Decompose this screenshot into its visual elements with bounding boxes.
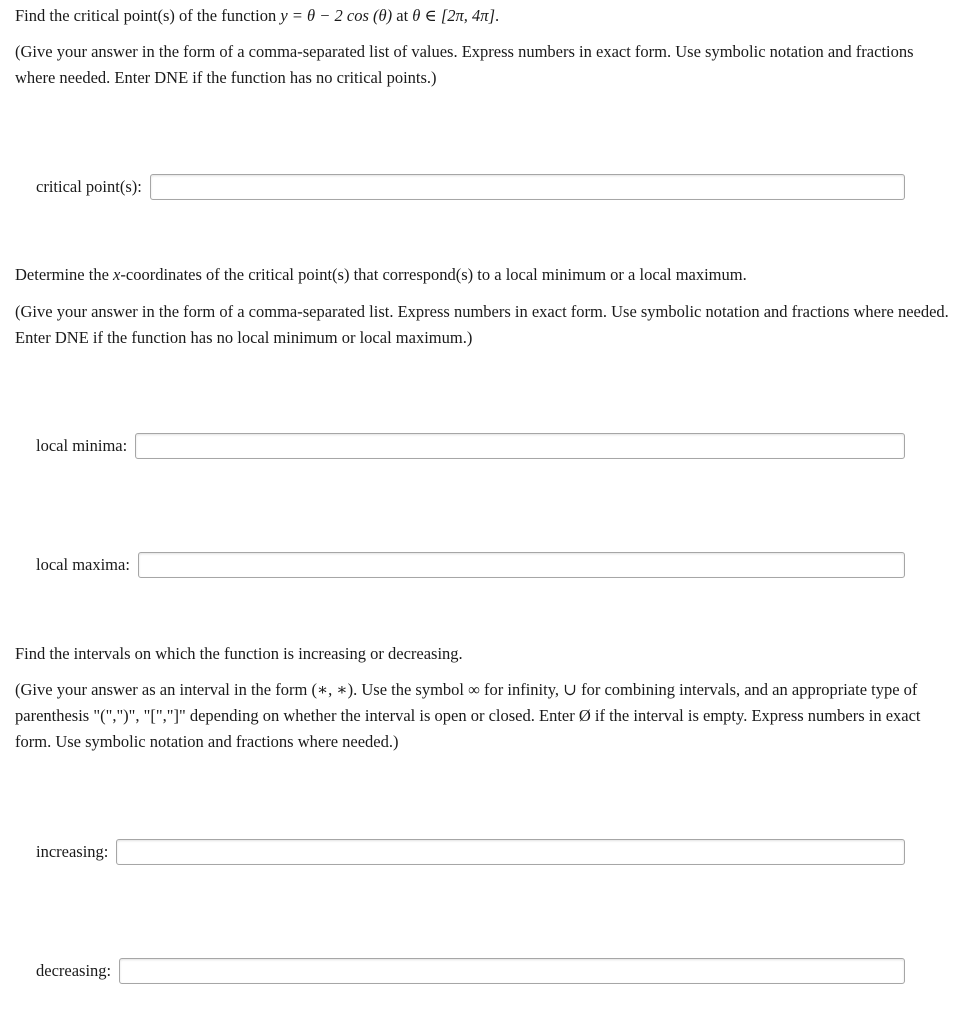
increasing-row — [36, 836, 905, 868]
extrema-instructions: (Give your answer in the form of a comma-separated list. Express numbers in exact form. Use symbolic notation and fractions where needed. Enter DNE if the function has no local minimum or local maximum.) — [15, 302, 949, 347]
critical-point-label: critical point(s): — [36, 177, 142, 196]
local-minima-row — [36, 430, 905, 462]
decreasing-label: decreasing: — [36, 961, 112, 980]
critical-point-row — [36, 171, 905, 203]
prompt-text: -coordinates of the critical point(s) that correspond(s) to a local minimum or a local maximum. — [120, 265, 747, 284]
function-expression: y = θ − 2 cos (θ) — [280, 6, 393, 25]
prompt-text: at — [392, 6, 413, 25]
decreasing-input[interactable] — [119, 958, 905, 984]
prompt-text: Find the critical point(s) of the function — [15, 6, 281, 25]
prompt-text: Determine the — [15, 265, 114, 284]
local-maxima-row — [36, 549, 905, 581]
critical-point-prompt — [15, 3, 945, 29]
domain-expression: θ ∈ [2π, 4π] — [412, 6, 495, 25]
local-minima-label: local minima: — [36, 436, 128, 455]
variable-x: x — [113, 265, 121, 284]
extrema-prompt — [15, 262, 945, 288]
local-maxima-label: local maxima: — [36, 555, 130, 574]
prompt-text: . — [495, 6, 500, 25]
critical-point-instructions: (Give your answer in the form of a comma-separated list of values. Express numbers in exact form. Use symbolic notation and fractions where needed. Enter DNE if the function has no critical points.) — [15, 42, 914, 87]
decreasing-row — [36, 955, 905, 987]
intervals-instructions: (Give your answer as an interval in the form (∗, ∗). Use the symbol ∞ for infinity, ∪ for combining intervals, and an appropriate type of parenthesis "(",")", "[","]" depending on whether the interval is open or closed. Enter Ø if the interval is empty. Express numbers in exact form. Use symbolic notation and fractions where needed.) — [15, 680, 921, 751]
local-maxima-input[interactable] — [138, 552, 905, 578]
critical-point-input[interactable] — [150, 174, 905, 200]
increasing-input[interactable] — [116, 839, 905, 865]
intervals-prompt: Find the intervals on which the function is increasing or decreasing. — [15, 644, 463, 663]
increasing-label: increasing: — [36, 842, 109, 861]
local-minima-input[interactable] — [135, 433, 905, 459]
